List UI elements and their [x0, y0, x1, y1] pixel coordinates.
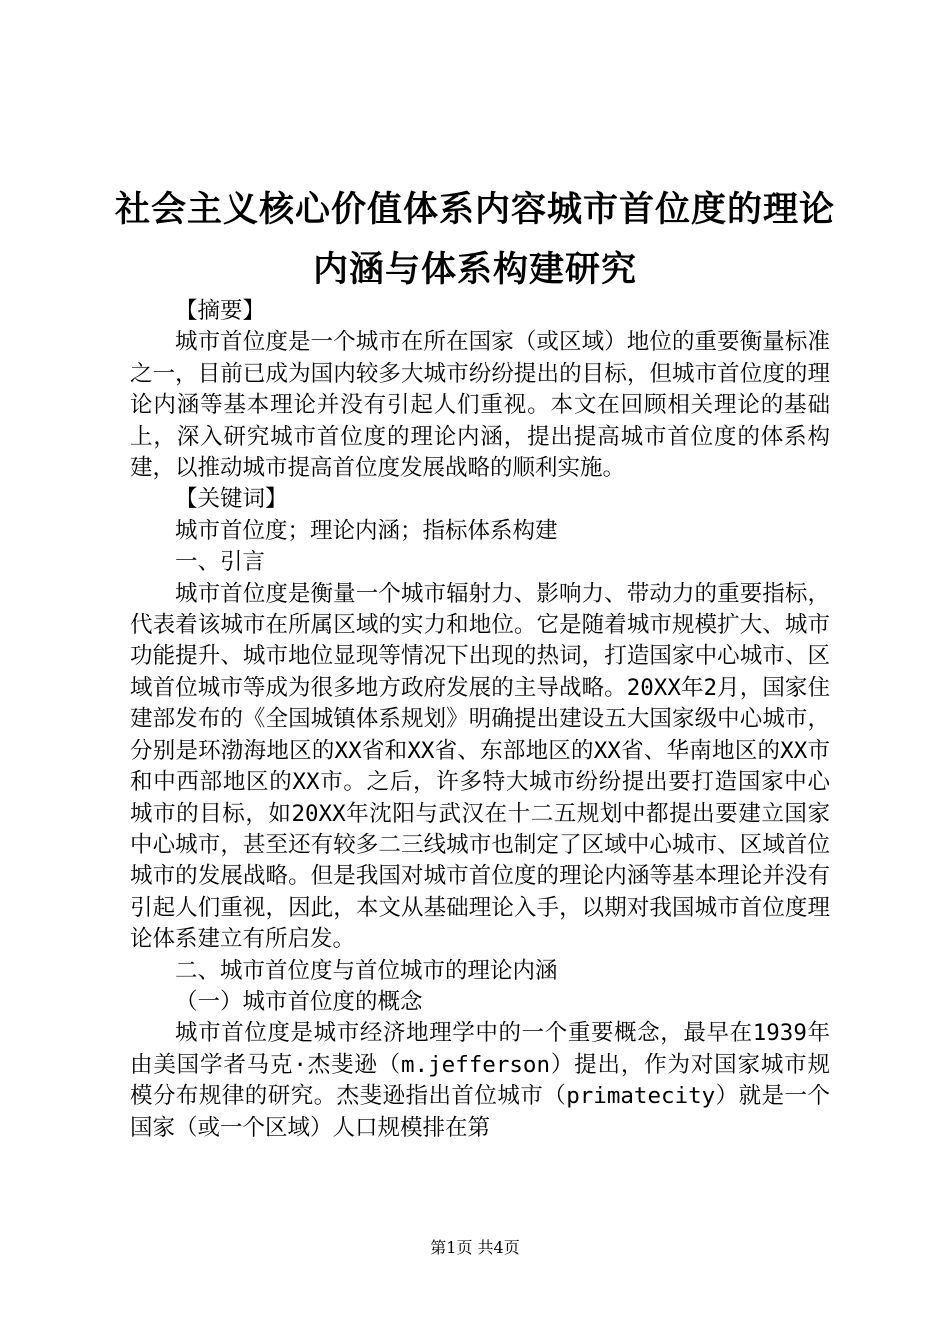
title-line-1: 社会主义核心价值体系内容城市首位度的理论 — [114, 189, 835, 230]
section-heading-theory: 二、城市首位度与首位城市的理论内涵 — [175, 957, 558, 984]
introduction-paragraph: 城市首位度是衡量一个城市辐射力、影响力、带动力的重要指标，代表着该城市在所属区域的实力和地位。它是随着城市规模扩大、城市功能提升、城市地位显现等情况下出现的热词，打造国家中心城市、区域首位城市等成为很多地方政府发展的主导战略。20XX年2月，国家住建部发布的《全国城镇体系规划》明确提出建设五大国家级中心城市，分别是环渤海地区的XX省和XX省、东部地区的XX省、华南地区的XX市和中西部地区的XX市。之后，许多特大城市纷纷提出要打造国家中心城市的目标，如20XX年沈阳与武汉在十二五规划中都提出要建立国家中心城市，甚至还有较多二三线城市也制定了区域中心城市、区域首位城市的发展战略。但是我国对城市首位度的理论内涵等基本理论并没有引起人们重视，因此，本文从基础理论入手，以期对我国城市首位度理论体系建立有所启发。 — [130, 580, 830, 953]
keywords-heading: 【关键词】 — [175, 486, 288, 513]
section-heading-introduction: 一、引言 — [175, 549, 266, 576]
document-body — [130, 296, 830, 1144]
abstract-paragraph: 城市首位度是一个城市在所在国家（或区域）地位的重要衡量标准之一，目前已成为国内较多大城市纷纷提出的目标，但城市首位度的理论内涵等基本理论并没有引起人们重视。本文在回顾相关理论的基础上，深入研究城市首位度的理论内涵，提出提高城市首位度的体系构建，以推动城市提高首位度发展战略的顺利实施。 — [130, 329, 830, 482]
page-footer: 第1页 共4页 — [430, 1238, 520, 1257]
title-line-2: 内涵与体系构建研究 — [312, 249, 637, 290]
keywords-paragraph: 城市首位度；理论内涵；指标体系构建 — [175, 517, 558, 544]
concept-paragraph: 城市首位度是城市经济地理学中的一个重要概念，最早在1939年由美国学者马克·杰斐逊（m.jefferson）提出，作为对国家城市规模分布规律的研究。杰斐逊指出首位城市（primatecity）就是一个国家（或一个区域）人口规模排在第 — [130, 1020, 830, 1141]
abstract-heading: 【摘要】 — [175, 298, 266, 324]
subsection-heading-concept: （一）城市首位度的概念 — [175, 988, 423, 1015]
